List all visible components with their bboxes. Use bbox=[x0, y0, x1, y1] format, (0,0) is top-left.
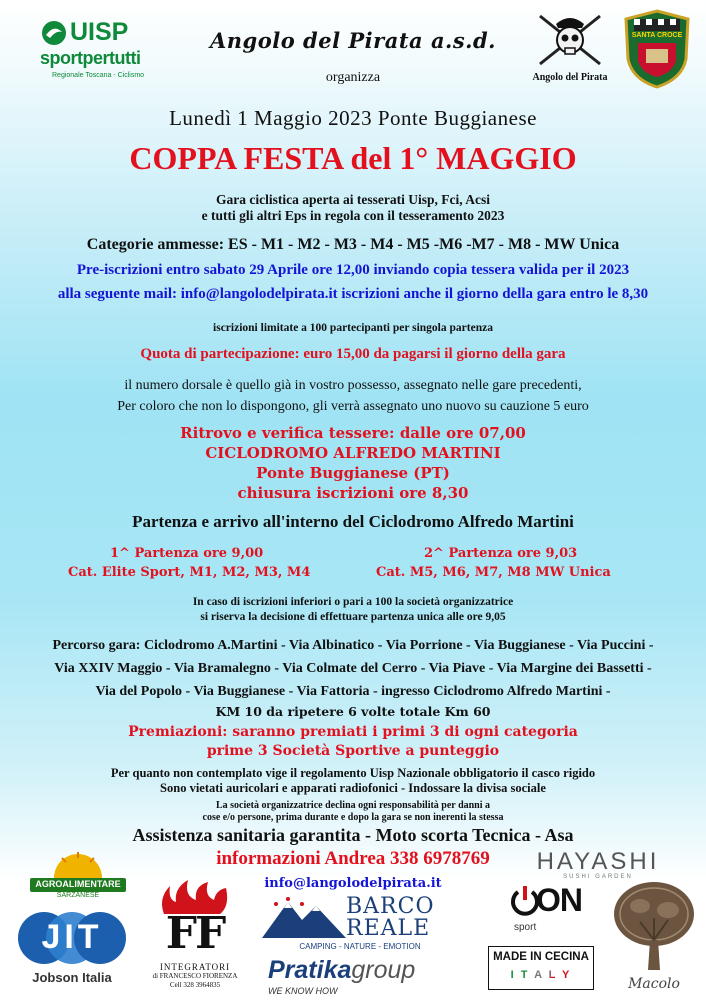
badge-text: SANTA CROCE bbox=[631, 32, 683, 39]
event-title: COPPA FESTA del 1° MAGGIO bbox=[129, 140, 577, 176]
uisp-brand: UISP bbox=[70, 18, 129, 46]
ritrovo-line-2: CICLODROMO ALFREDO MARTINI bbox=[205, 444, 501, 462]
premiazioni-line-2: prime 3 Società Sportive a punteggio bbox=[206, 743, 500, 759]
pratika-sub: WE KNOW HOW bbox=[268, 986, 338, 996]
sponsor-hayashi-logo bbox=[536, 848, 660, 882]
sponsor-jobson-logo bbox=[12, 910, 132, 988]
uisp-region: Regionale Toscana - Ciclismo bbox=[52, 72, 145, 79]
club-name: Angolo del Pirata a.s.d. bbox=[210, 28, 496, 53]
responsabilita-line-1: La società organizzatrice declina ogni responsabilità per danni a bbox=[215, 800, 491, 811]
intro-line-1: Gara ciclistica aperta ai tesserati Uisp, Fci, Acsi bbox=[215, 192, 491, 207]
cecina-label-2 bbox=[489, 969, 593, 981]
on-mark: ON bbox=[536, 882, 582, 918]
regolamento-line-1: Per quanto non contemplato vige il regolamento Uisp Nazionale obbligatorio il casco rigido bbox=[110, 766, 596, 780]
dorsale-line-1: il numero dorsale è quello già in vostro possesso, assegnato nelle gare precedenti, bbox=[124, 378, 582, 393]
sponsor-on-sport-logo bbox=[506, 884, 580, 936]
sponsor-barco-reale-logo bbox=[262, 894, 458, 954]
macolo-label: Macolo bbox=[628, 976, 680, 992]
limit-line: iscrizioni limitate a 100 partecipanti per singola partenza bbox=[213, 322, 493, 334]
barco-tagline: CAMPING - NATURE - EMOTION bbox=[299, 942, 421, 951]
intro-line-2: e tutti gli altri Eps in regola con il tesseramento 2023 bbox=[201, 208, 505, 223]
agro-sub: SARZANESE bbox=[56, 892, 100, 899]
informazioni-line: informazioni Andrea 338 6978769 bbox=[216, 848, 490, 869]
hayashi-sub: SUSHI GARDEN bbox=[563, 874, 633, 880]
barco-label-1: BARCO bbox=[346, 894, 435, 919]
sponsor-pratika-logo bbox=[268, 956, 464, 1000]
start-1-categories: Cat. Elite Sport, M1, M2, M3, M4 bbox=[68, 565, 311, 580]
ff-mark: FF bbox=[165, 908, 225, 959]
preiscrizioni-line-2: alla seguente mail: info@langolodelpirata.it iscrizioni anche il giorno della gara entro le 8,30 bbox=[57, 286, 649, 302]
pratika-label-b: group bbox=[351, 956, 416, 984]
pirate-logo bbox=[528, 10, 612, 86]
responsabilita-line-2: cose e/o persone, prima durante e dopo la gara se non inerenti la stessa bbox=[202, 812, 504, 823]
sponsor-agroalimentare-logo bbox=[30, 852, 126, 902]
olive-tree-icon bbox=[610, 880, 698, 972]
uisp-tagline: sportpertutti bbox=[40, 48, 141, 68]
on-sub: sport bbox=[514, 922, 537, 933]
dorsale-line-2: Per coloro che non lo dispongono, gli verrà assegnato uno nuovo su cauzione 5 euro bbox=[117, 399, 589, 414]
skull-crossed-swords-icon bbox=[536, 10, 604, 70]
premiazioni-line-1: Premiazioni: saranno premiati i primi 3 di ogni categoria bbox=[128, 724, 578, 740]
regolamento-line-2: Sono vietati auricolari e apparati radiofonici - Indossare la divisa sociale bbox=[160, 781, 546, 795]
categories-line: Categorie ammesse: ES - M1 - M2 - M3 - M4 - M5 -M6 -M7 - M8 - MW Unica bbox=[86, 236, 620, 253]
start-2-categories: Cat. M5, M6, M7, M8 MW Unica bbox=[376, 565, 611, 580]
ritrovo-line-3: Ponte Buggianese (PT) bbox=[256, 464, 450, 482]
sunrise-icon bbox=[48, 852, 108, 878]
quota-line: Quota di partecipazione: euro 15,00 da pagarsi il giorno della gara bbox=[140, 346, 566, 362]
cecina-label-1: MADE IN CECINA bbox=[493, 951, 589, 963]
hayashi-label: HAYASHI bbox=[536, 848, 660, 875]
barco-label-2: REALE bbox=[346, 916, 431, 941]
ff-line-2: di FRANCESCO FIORENZA bbox=[152, 972, 238, 980]
percorso-line-1: Percorso gara: Ciclodromo A.Martini - Via Albinatico - Via Porrione - Via Buggianese - Via Puccini - bbox=[52, 638, 654, 653]
pratika-label-a: Pratika bbox=[268, 956, 352, 984]
ff-line-1: INTEGRATORI bbox=[159, 962, 231, 972]
ff-line-3: Cell 328 3964835 bbox=[169, 981, 221, 989]
preiscrizioni-line-1: Pre-iscrizioni entro sabato 29 Aprile ore 12,00 inviando copia tessera valida per il 2023 bbox=[76, 262, 630, 278]
event-date-line: Lunedì 1 Maggio 2023 Ponte Buggianese bbox=[169, 106, 537, 130]
partenza-arrivo-line: Partenza e arrivo all'interno del Ciclodromo Alfredo Martini bbox=[132, 512, 574, 531]
jobson-label: Jobson Italia bbox=[32, 970, 112, 985]
percorso-line-3: Via del Popolo - Via Buggianese - Via Fattoria - ingresso Ciclodromo Alfredo Martini - bbox=[95, 684, 611, 699]
organizza-label: organizza bbox=[325, 70, 381, 85]
assistenza-line: Assistenza sanitaria garantita - Moto scorta Tecnica - Asa bbox=[132, 825, 574, 845]
percorso-line-2: Via XXIV Maggio - Via Bramalegno - Via Colmate del Cerro - Via Piave - Via Margine dei Bassetti - bbox=[54, 661, 652, 676]
ritrovo-line-1: Ritrovo e verifica tessere: dalle ore 07,00 bbox=[180, 424, 526, 442]
sponsor-ff-logo bbox=[140, 878, 250, 990]
sponsor-macolo-logo bbox=[606, 880, 702, 996]
pirate-logo-label: Angolo del Pirata bbox=[532, 72, 608, 83]
note-line-2: si riserva la decisione di effettuare partenza unica alle ore 9,05 bbox=[200, 611, 506, 623]
shield-badge-icon bbox=[624, 9, 690, 89]
sponsor-made-in-cecina-logo bbox=[488, 946, 594, 990]
start-2-time: 2^ Partenza ore 9,03 bbox=[424, 546, 578, 561]
start-1-time: 1^ Partenza ore 9,00 bbox=[110, 546, 264, 561]
percorso-line-4: KM 10 da ripetere 6 volte totale Km 60 bbox=[215, 704, 491, 719]
cecina-italy: I T A L Y bbox=[510, 969, 572, 981]
note-line-1: In caso di iscrizioni inferiori o pari a 100 la società organizzatrice bbox=[192, 596, 514, 608]
jit-mark: JIT bbox=[41, 918, 103, 956]
pratika-wordmark bbox=[268, 956, 415, 985]
email-link[interactable]: info@langolodelpirata.it bbox=[264, 876, 442, 891]
club-badge bbox=[624, 9, 690, 89]
agro-label: AGROALIMENTARE bbox=[35, 879, 121, 889]
ritrovo-line-4: chiusura iscrizioni ore 8,30 bbox=[237, 484, 469, 502]
mountains-icon bbox=[262, 896, 346, 938]
